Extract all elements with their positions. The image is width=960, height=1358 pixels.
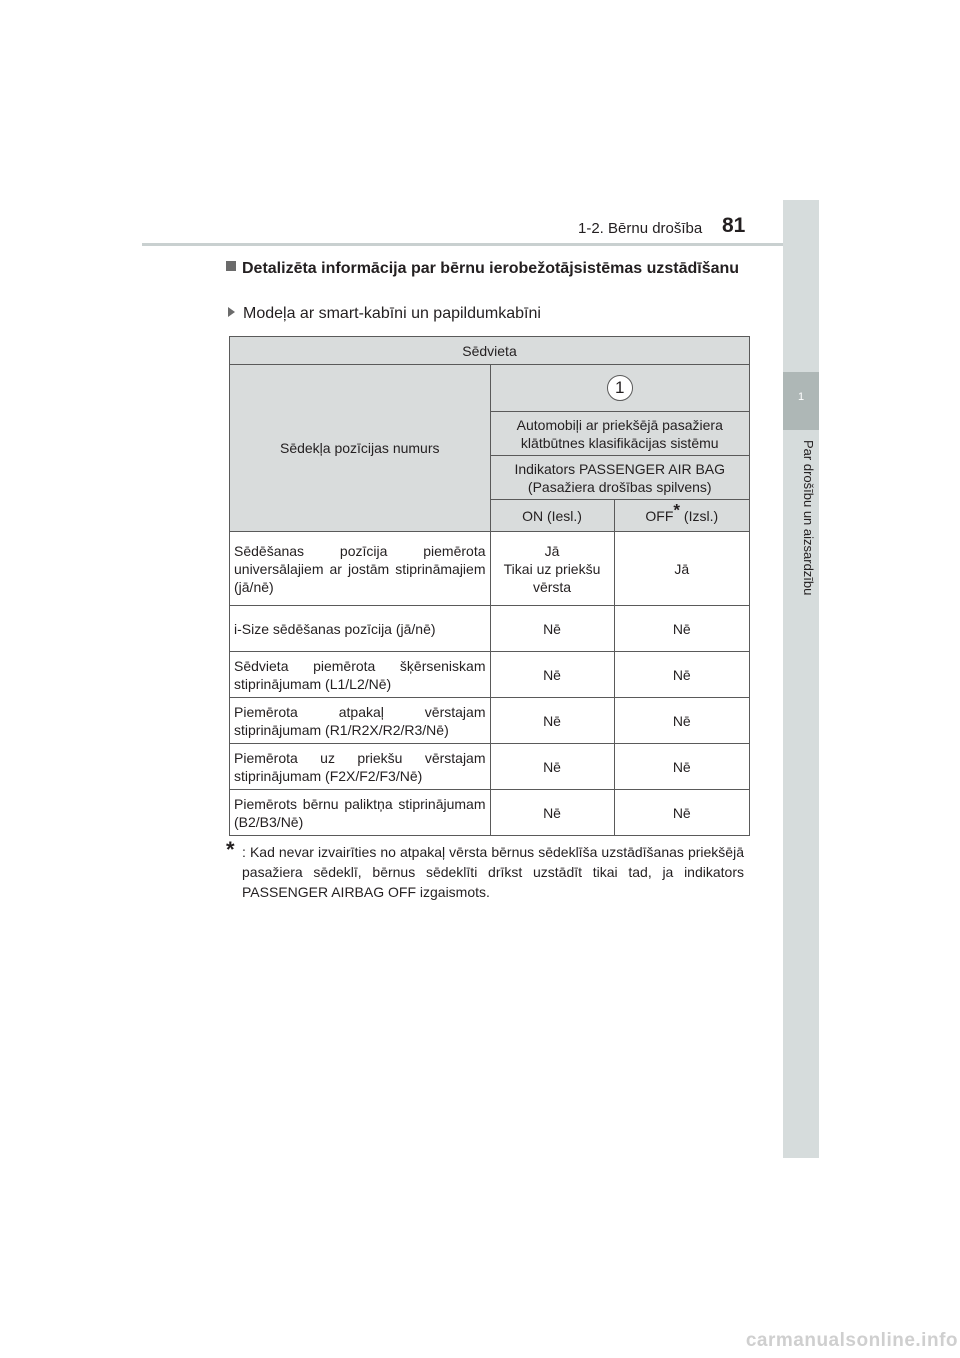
triangle-bullet-icon [228,307,235,317]
row-label: Piemērota atpakaļ vērstajam stiprinājumam (R1/R2X/R2/R3/Nē) [230,698,491,744]
seat-position-label: Sēdekļa pozīcijas numurs [230,365,491,532]
table-row [230,606,750,652]
row-value-off: Nē [614,652,749,698]
indicator-label: Indikators PASSENGER AIR BAG (Pasažiera drošības spilvens) [490,456,750,500]
row-value-off: Nē [614,698,749,744]
row-label: Sēdēšanas pozīcija piemērota universālajiem ar jostām stiprināmajiem (jā/nē) [230,532,491,606]
column-off-asterisk: * [673,499,681,519]
header-section-title: 1-2. Bērnu drošība [578,220,703,237]
side-tab-strip [783,200,819,1158]
system-label: Automobiļi ar priekšējā pasažiera klātbūtnes klasifikācijas sistēmu [490,412,750,456]
row-value-on: Nē [490,744,614,790]
row-value-on: Nē [490,652,614,698]
row-value-on [490,532,614,606]
row-value-off: Nē [614,744,749,790]
section-heading-text: Detalizēta informācija par bērnu ierobežotājsistēmas uzstādīšanu [242,260,740,277]
row-value-on: Nē [490,698,614,744]
table-header-seat: Sēdvieta [230,337,750,365]
table-row [230,532,750,606]
row-label: i-Size sēdēšanas pozīcija (jā/nē) [230,606,491,652]
subheading-text: Modeļa ar smart-kabīni un papildumkabīni [243,305,541,322]
row-label: Piemērots bērnu paliktņa stiprinājumam (B2/B3/Nē) [230,790,491,836]
row-label: Sēdvieta piemērota šķērseniskam stiprinājumam (L1/L2/Nē) [230,652,491,698]
row-value-on: Nē [490,790,614,836]
column-on: ON (Iesl.) [490,500,614,532]
row-label: Piemērota uz priekšu vērstajam stiprinājumam (F2X/F2/F3/Nē) [230,744,491,790]
row-value-off: Nē [614,606,749,652]
seat-position-table [229,336,750,836]
footnote-text: : Kad nevar izvairīties no atpakaļ vērsta bērnus sēdeklīša uzstādīšanas priekšējā pasažiera sēdeklī, bērnus sēdeklīti drīkst uzstādīt tikai tad, ja indikators PASSENGER AIRBAG OFF izgaismots. [242,844,744,900]
column-off [614,500,749,532]
footnote-asterisk: * [226,837,235,862]
page-number: 81 [722,214,746,237]
table-row [230,652,750,698]
row-value-on-line1: Jā [544,542,560,559]
side-tab-chapter-number: 1 [797,391,805,403]
seat-number-cell [490,365,750,412]
seat-number-circle: 1 [607,375,633,401]
footnote [226,837,744,902]
table-row [230,744,750,790]
row-value-off: Nē [614,790,749,836]
column-off-label: OFF [645,507,674,524]
side-tab-chapter-title: Par drošību un aizsardzību [801,440,816,596]
row-value-off: Jā [614,532,749,606]
row-value-on: Nē [490,606,614,652]
row-value-on-line2: Tikai uz priekšu vērsta [503,560,601,595]
column-off-suffix: (Izsl.) [680,507,719,524]
header-rule [142,243,818,246]
section-heading [226,257,746,281]
subheading [228,305,541,323]
table-row [230,698,750,744]
table-row [230,790,750,836]
watermark: carmanualsonline.info [745,1330,958,1351]
square-bullet-icon [226,261,236,271]
